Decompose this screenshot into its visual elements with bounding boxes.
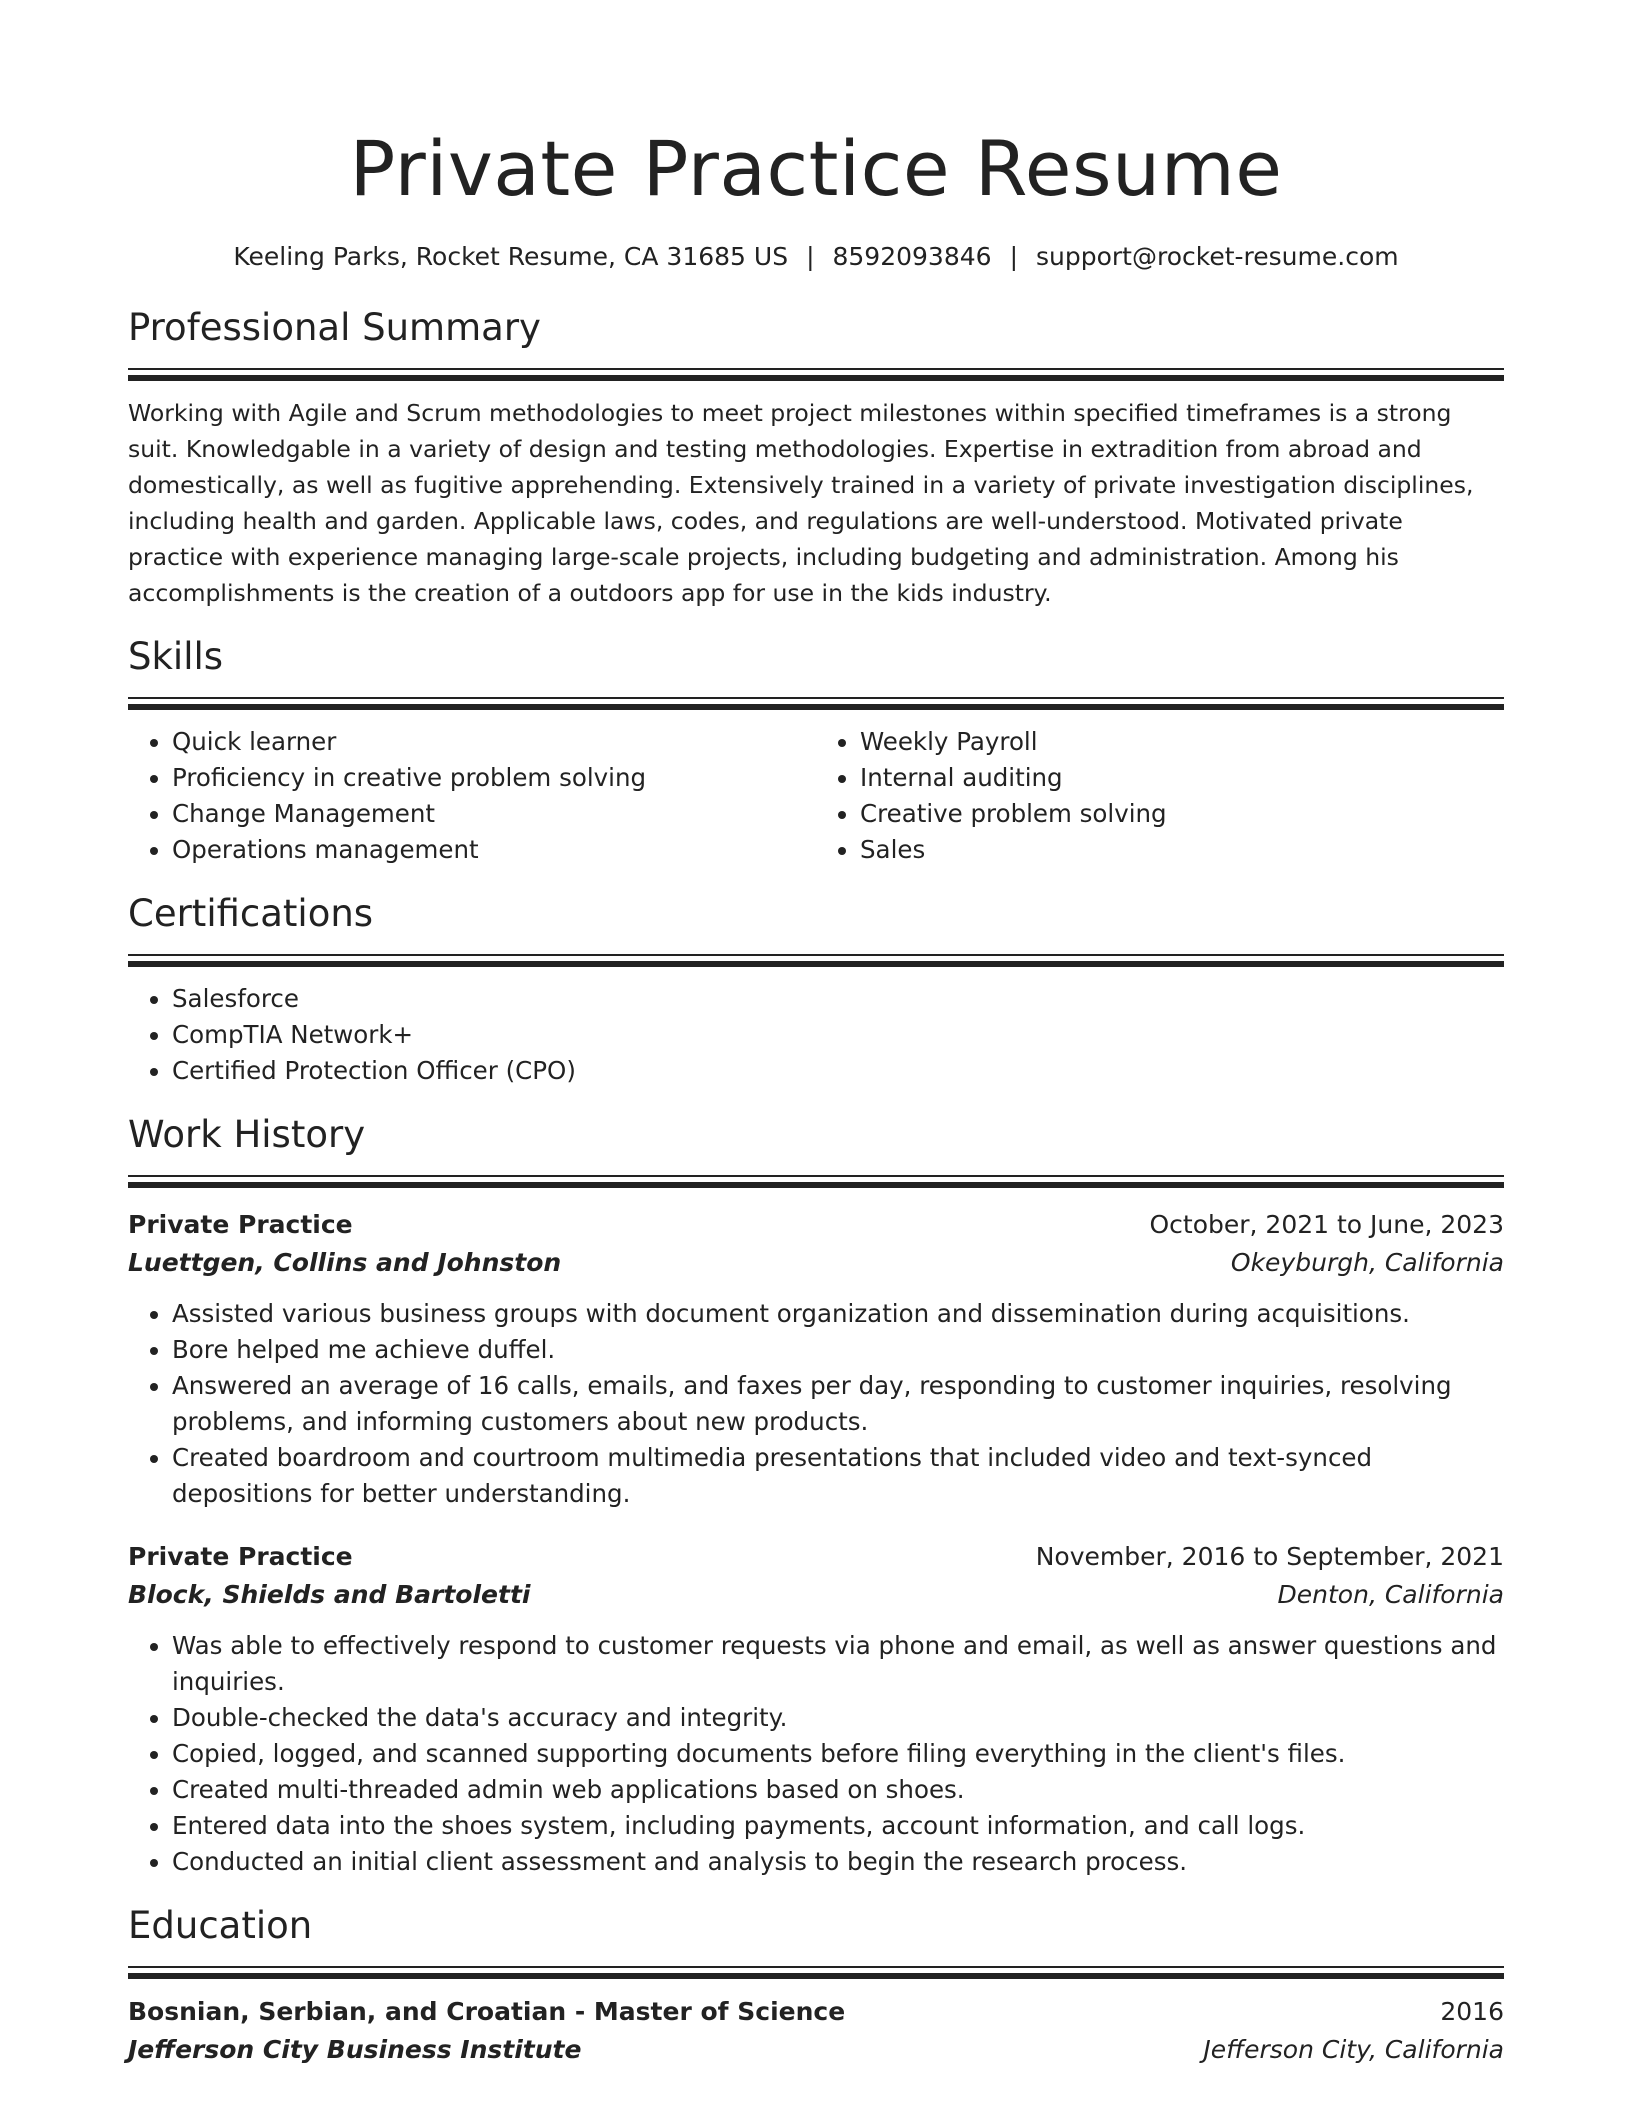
section-divider	[128, 368, 1504, 370]
skill-item: • Weekly Payroll	[860, 724, 1504, 760]
certification-item: • Certified Protection Officer (CPO)	[172, 1053, 1504, 1089]
job-bullet: • Created boardroom and courtroom multimedia presentations that included video and text-synced depositions for better understanding.	[172, 1440, 1504, 1512]
job-header-row	[128, 1206, 1504, 1244]
skill-item: • Sales	[860, 832, 1504, 868]
job-bullets	[128, 1296, 1504, 1512]
job-company-row	[128, 1576, 1504, 1614]
education-section	[128, 1902, 1504, 2069]
job-bullet: • Entered data into the shoes system, including payments, account information, and call logs.	[172, 1808, 1504, 1844]
job-bullet: • Double-checked the data's accuracy and integrity.	[172, 1700, 1504, 1736]
job-bullet: • Conducted an initial client assessment and analysis to begin the research process.	[172, 1844, 1504, 1880]
education-degree: Bosnian, Serbian, and Croatian - Master of Science	[128, 1997, 846, 2026]
skill-item: • Quick learner	[172, 724, 816, 760]
contact-address: Keeling Parks, Rocket Resume, CA 31685 US	[233, 242, 789, 271]
resume-title: Private Practice Resume	[349, 124, 1283, 213]
job-title: Private Practice	[128, 1210, 353, 1239]
section-divider-thick	[128, 375, 1504, 381]
section-title-work-history: Work History	[128, 1113, 366, 1156]
job-dates: November, 2016 to September, 2021	[1035, 1542, 1504, 1571]
section-divider-thick	[128, 1973, 1504, 1979]
section-title-skills: Skills	[128, 635, 224, 678]
certification-item: • CompTIA Network+	[172, 1017, 1504, 1053]
contact-separator: |	[806, 242, 815, 271]
job-entry	[128, 1206, 1504, 1512]
contact-email: support@rocket-resume.com	[1036, 242, 1399, 271]
education-location: Jefferson City, California	[1203, 2035, 1504, 2064]
job-location: Okeyburgh, California	[1230, 1248, 1504, 1277]
section-divider-thick	[128, 1182, 1504, 1188]
education-entry	[128, 1993, 1504, 2069]
section-divider-thick	[128, 961, 1504, 967]
job-company: Block, Shields and Bartoletti	[128, 1580, 531, 1609]
skills-grid	[128, 724, 1504, 868]
section-divider	[128, 954, 1504, 956]
section-divider	[128, 697, 1504, 699]
job-dates: October, 2021 to June, 2023	[1149, 1210, 1504, 1239]
education-year: 2016	[1440, 1997, 1504, 2026]
job-entry	[128, 1538, 1504, 1880]
job-company-row	[128, 1244, 1504, 1282]
summary-section	[128, 304, 1504, 611]
skills-list-right	[816, 724, 1504, 868]
certification-item: • Salesforce	[172, 981, 1504, 1017]
job-title: Private Practice	[128, 1542, 353, 1571]
education-school-row	[128, 2031, 1504, 2069]
section-title-summary: Professional Summary	[128, 306, 541, 349]
summary-text: Working with Agile and Scrum methodologies to meet project milestones within specified timeframes is a strong suit. Knowledgable in a variety of design and testing methodologies. Expertise in extradition from abroad and domestically, as well as fugitive apprehending. Extensively trained in a variety of private investigation disciplines, including health and garden. Applicable laws, codes, and regulations are well-understood. Motivated private practice with experience managing large-scale projects, including budgeting and administration. Among his accomplishments is the creation of a outdoors app for use in the kids industry.	[128, 399, 1474, 607]
education-header-row	[128, 1993, 1504, 2031]
job-bullet: • Assisted various business groups with document organization and dissemination during acquisitions.	[172, 1296, 1504, 1332]
section-title-certifications: Certifications	[128, 892, 374, 935]
section-title-education: Education	[128, 1904, 313, 1947]
education-school: Jefferson City Business Institute	[128, 2035, 582, 2064]
job-header-row	[128, 1538, 1504, 1576]
contact-line	[128, 240, 1504, 274]
job-bullet: • Copied, logged, and scanned supporting documents before filing everything in the client's files.	[172, 1736, 1504, 1772]
skill-item: • Change Management	[172, 796, 816, 832]
section-divider	[128, 1175, 1504, 1177]
job-bullet: • Created multi-threaded admin web applications based on shoes.	[172, 1772, 1504, 1808]
job-bullet: • Answered an average of 16 calls, emails, and faxes per day, responding to customer inquiries, resolving problems, and informing customers about new products.	[172, 1368, 1504, 1440]
job-company: Luettgen, Collins and Johnston	[128, 1248, 562, 1277]
contact-phone: 8592093846	[832, 242, 992, 271]
skill-item: • Internal auditing	[860, 760, 1504, 796]
job-location: Denton, California	[1277, 1580, 1504, 1609]
job-bullet: • Bore helped me achieve duffel.	[172, 1332, 1504, 1368]
skill-item: • Creative problem solving	[860, 796, 1504, 832]
section-divider-thick	[128, 704, 1504, 710]
contact-separator: |	[1009, 242, 1018, 271]
section-divider	[128, 1966, 1504, 1968]
skill-item: • Proficiency in creative problem solving	[172, 760, 816, 796]
work-history-section	[128, 1111, 1504, 1880]
certifications-section	[128, 890, 1504, 1089]
skills-section	[128, 633, 1504, 868]
skills-list-left	[128, 724, 816, 868]
job-bullet: • Was able to effectively respond to customer requests via phone and email, as well as answer questions and inquiries.	[172, 1628, 1504, 1700]
skill-item: • Operations management	[172, 832, 816, 868]
certifications-list	[128, 981, 1504, 1089]
job-bullets	[128, 1628, 1504, 1880]
